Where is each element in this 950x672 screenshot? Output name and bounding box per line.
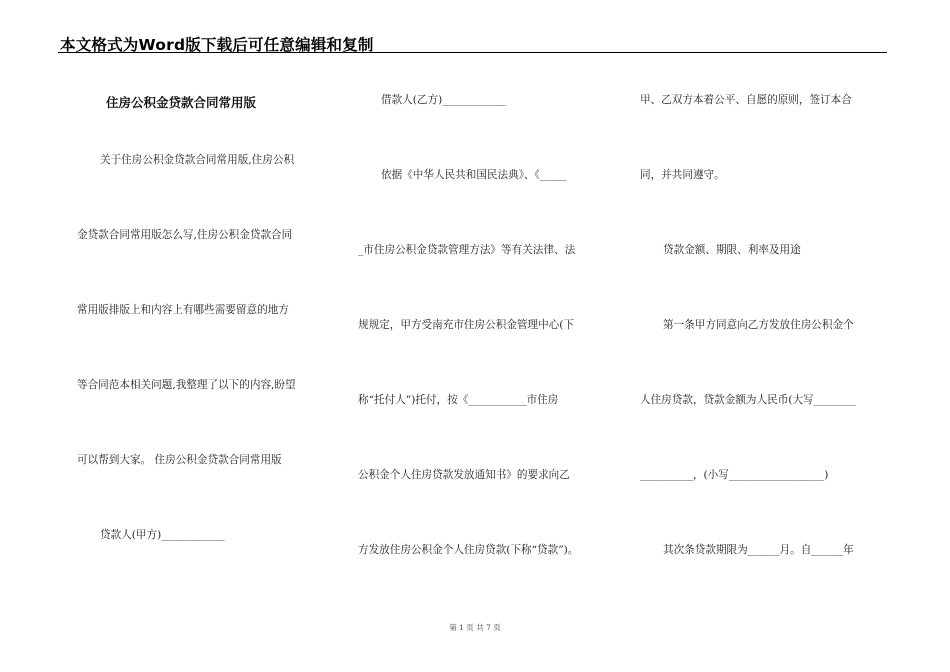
body-line: 等合同范本相关问题,我整理了以下的内容,盼望 (77, 379, 296, 391)
body-line: 借款人(乙方)____________ (381, 94, 506, 106)
body-line: 人住房贷款，贷款金额为人民币(大写________ (640, 394, 857, 406)
body-line: 贷款金额、期限、利率及用途 (663, 244, 801, 256)
body-line: 公积金个人住房贷款发放通知书》的要求向乙 (358, 469, 570, 481)
body-line: 依据《中华人民共和国民法典》、《_____ (381, 169, 567, 181)
body-line: 称“托付人”)托付，按《___________市住房 (358, 394, 559, 406)
document-title: 住房公积金贷款合同常用版 (106, 95, 257, 110)
body-line: 常用版排版上和内容上有哪些需要留意的地方 (77, 304, 289, 316)
body-line: 其次条贷款期限为______月。自______年 (663, 544, 854, 556)
body-line: __________，(小写__________________) (640, 469, 829, 481)
page-header-title: 本文格式为Word版下载后可任意编辑和复制 (60, 36, 374, 54)
page-number-footer: 第 1 页 共 7 页 (449, 623, 501, 632)
body-line: _市住房公积金贷款管理方法》等有关法律、法 (358, 244, 576, 256)
body-line: 金贷款合同常用版怎么写,住房公积金贷款合同 (77, 229, 293, 241)
body-line: 方发放住房公积金个人住房贷款(下称“贷款”)。 (358, 544, 579, 556)
header-divider (58, 52, 887, 53)
body-line: 贷款人(甲方)____________ (100, 529, 225, 541)
body-line: 甲、乙双方本着公平、自愿的原则，签订本合 (640, 94, 852, 106)
body-line: 可以帮到大家。 住房公积金贷款合同常用版 (77, 454, 282, 466)
body-line: 关于住房公积金贷款合同常用版,住房公积 (100, 154, 295, 166)
body-line: 同，并共同遵守。 (640, 169, 725, 181)
body-line: 规规定，甲方受南充市住房公积金管理中心(下 (358, 319, 575, 331)
body-line: 第一条甲方同意向乙方发放住房公积金个 (663, 319, 854, 331)
